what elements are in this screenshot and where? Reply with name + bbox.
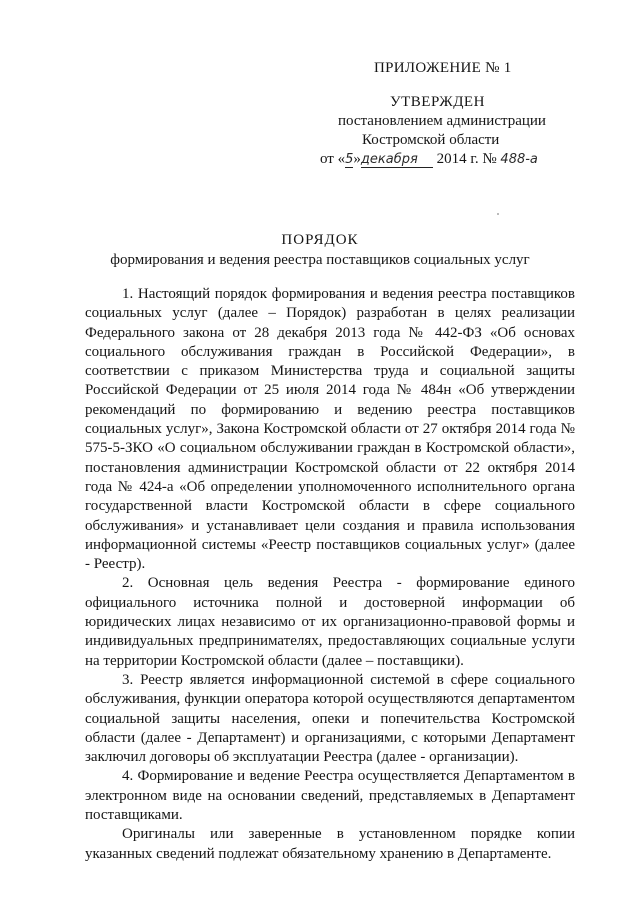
paragraph-5: Оригиналы или заверенные в установленном порядке копии указанных сведений подлежат обязательному хранению в Департаменте. — [85, 826, 575, 862]
appendix-label: ПРИЛОЖЕНИЕ № 1 — [374, 60, 512, 76]
organization-line: Костромской области — [362, 132, 500, 148]
paragraph-4: 4. Формирование и ведение Реестра осуществляется Департаментом в электронном виде на основании сведений, представляемых в Департамент поставщиками. — [85, 768, 575, 824]
document-body — [85, 285, 575, 864]
approved-label: УТВЕРЖДЕН — [390, 94, 485, 110]
date-day: 5 — [345, 152, 354, 167]
scan-speck — [497, 213, 499, 215]
date-year: 2014 г. № — [432, 151, 501, 167]
document-subtitle: формирования и ведения реестра поставщиков социальных услуг — [110, 252, 530, 268]
date-prefix: от « — [320, 151, 346, 167]
approval-date-line — [320, 151, 538, 168]
document-title: ПОРЯДОК — [281, 232, 359, 248]
document-title-block — [0, 232, 640, 269]
paragraph-2: 2. Основная цель ведения Реестра - формирование единого официального источника полной и достоверной информации об юридических лицах независимо от их организационно-правовой формы и индивидуальных предпринимателях, предоставляющих социальные услуги на территории Костромской области (далее – поставщики). — [85, 575, 575, 669]
date-month: декабря — [361, 153, 433, 168]
resolution-number: 488-а — [500, 152, 538, 167]
paragraph-1: 1. Настоящий порядок формирования и ведения реестра поставщиков социальных услуг (далее – Порядок) разработан в целях реализации Федерального закона от 28 декабря 2013 года № 442-ФЗ «Об основах социального обслуживания граждан в Российской Федерации», в соответствии с приказом Министерства труда и социальной защиты Российской Федерации от 25 июля 2014 года № 484н «Об утверждении рекомендаций по формированию и ведению реестра поставщиков социальных услуг», Закона Костромской области от 27 октября 2014 года № 575-5-ЗКО «О социальном обслуживании граждан в Костромской области», постановления администрации Костромской области от 22 октября 2014 года № 424-а «Об определении уполномоченного исполнительного органа государственной власти Костромской области в сфере социального обслуживания» и устанавливает цели создания и правила использования информационной системы «Реестр поставщиков социальных услуг» (далее - Реестр). — [85, 286, 575, 573]
approved-by-line: постановлением администрации — [338, 113, 546, 129]
paragraph-3: 3. Реестр является информационной системой в сфере социального обслуживания, функции оператора которой осуществляются департаментом социальной защиты населения, опеки и попечительства Костромской области (далее - Департамент) и организациями, с которыми Департамент заключил договоры об эксплуатации Реестра (далее - организации). — [85, 671, 575, 766]
date-quote-close: » — [353, 151, 361, 167]
